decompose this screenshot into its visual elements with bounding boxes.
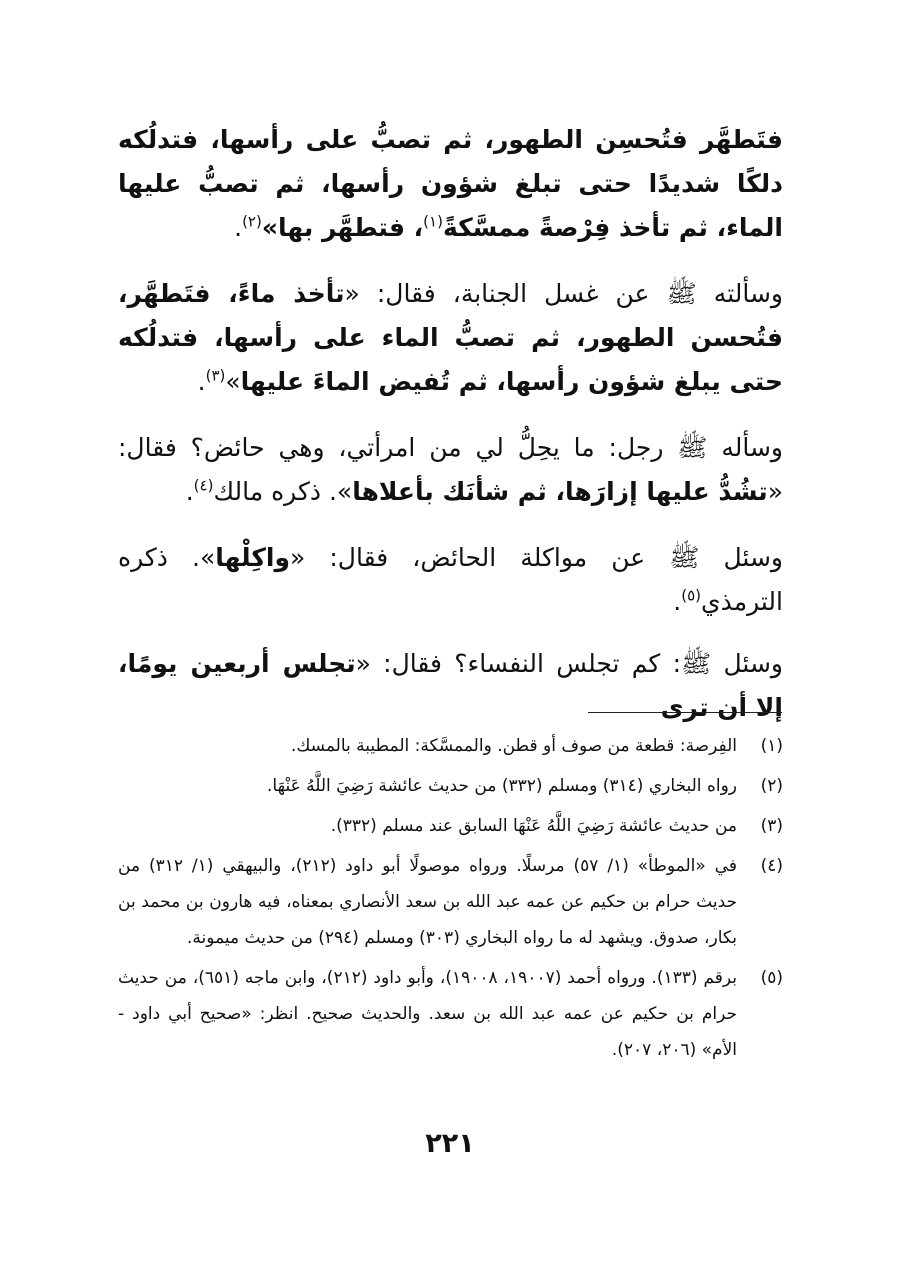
page-number: ٢٢١ bbox=[425, 1128, 475, 1159]
footnote-text: رواه البخاري (٣١٤) ومسلم (٣٣٢) من حديث عائشة رَضِيَ اللَّهُ عَنْهَا. bbox=[267, 776, 737, 796]
paragraph bbox=[118, 272, 783, 404]
footnote-number: (٥) bbox=[760, 968, 783, 988]
narration-text: وسألته ﷺ عن غسل الجنابة، فقال: « bbox=[344, 279, 783, 308]
footnote-divider bbox=[588, 712, 782, 713]
narration-text: . bbox=[197, 367, 206, 396]
narration-text: . bbox=[673, 587, 682, 616]
narration-text: وسئل ﷺ: كم تجلس النفساء؟ فقال: « bbox=[355, 649, 783, 678]
main-text bbox=[118, 118, 783, 752]
footnote-text: برقم (١٣٣). ورواه أحمد (١٩٠٠٧، ١٩٠٠٨)، وأبو داود (٢١٢)، وابن ماجه (٦٥١)، من حديث حرام بن حكيم عن عمه عبد الله بن سعد. والحديث صحيح. انظر: «صحيح أبي داود - الأم» (٢٠٦، ٢٠٧). bbox=[118, 968, 737, 1060]
narration-text: ». ذكره مالك bbox=[213, 477, 353, 506]
footnote-number: (٢) bbox=[760, 776, 783, 796]
narration-text: وسأله ﷺ رجل: ما يحِلُّ لي من امرأتي، وهي حائض؟ فقال: « bbox=[118, 433, 783, 506]
footnote bbox=[118, 960, 783, 1068]
footnote bbox=[118, 728, 783, 764]
footnote-text: الفِرصة: قطعة من صوف أو قطن. والممسَّكة: المطيبة بالمسك. bbox=[290, 736, 737, 756]
footnote-ref[interactable]: (٢) bbox=[242, 212, 262, 231]
hadith-text: تشُدُّ عليها إزارَها، ثم شأنَك بأعلاها bbox=[352, 477, 768, 506]
paragraph bbox=[118, 642, 783, 730]
paragraph bbox=[118, 118, 783, 250]
narration-text: وسئل ﷺ عن مواكلة الحائض، فقال: « bbox=[290, 543, 783, 572]
footnote-ref[interactable]: (٥) bbox=[681, 586, 702, 605]
footnote-ref[interactable]: (١) bbox=[423, 212, 443, 231]
hadith-text: تجلس أربعين يومًا، إلا أن ترى bbox=[118, 649, 783, 722]
footnote-text: من حديث عائشة رَضِيَ اللَّهُ عَنْهَا السابق عند مسلم (٣٣٢). bbox=[330, 816, 737, 836]
footnote-number: (٣) bbox=[760, 816, 783, 836]
footnote-number: (١) bbox=[760, 736, 783, 756]
footnotes bbox=[118, 728, 783, 1072]
hadith-text: تأخذ ماءً، فتَطهَّر، فتُحسن الطهور، ثم تصبُّ الماء على رأسها، فتدلُكه حتى يبلغ شؤون رأسها، ثم تُفيض الماءَ عليها bbox=[118, 279, 783, 396]
narration-text: ». ذكره الترمذي bbox=[118, 543, 783, 616]
footnote bbox=[118, 768, 783, 804]
hadith-text: فتَطهَّر فتُحسِن الطهور، ثم تصبُّ على رأسها، فتدلُكه دلكًا شديدًا حتى تبلغ شؤون رأسها، ثم تصبُّ عليها الماء، ثم تأخذ فِرْصةً ممسَّكةً bbox=[118, 125, 783, 242]
footnote bbox=[118, 848, 783, 956]
hadith-text: واكِلْها bbox=[215, 543, 290, 572]
footnote bbox=[118, 808, 783, 844]
footnote-ref[interactable]: (٣) bbox=[205, 366, 226, 385]
narration-text: » bbox=[225, 367, 241, 396]
narration-text: . bbox=[185, 477, 194, 506]
footnote-number: (٤) bbox=[760, 856, 783, 876]
paragraph bbox=[118, 426, 783, 514]
paragraph bbox=[118, 536, 783, 624]
hadith-text: ، فتطهَّر بها» bbox=[261, 213, 424, 242]
narration-text: . bbox=[234, 213, 243, 242]
footnote-text: في «الموطأ» (١/ ٥٧) مرسلًا. ورواه موصولًا أبو داود (٢١٢)، والبيهقي (١/ ٣١٢) من حديث حرام بن حكيم عن عمه عبد الله بن سعد الأنصاري بمعناه، فيه هارون بن محمد بن بكار، صدوق. ويشهد له ما رواه البخاري (٣٠٣) ومسلم (٢٩٤) من حديث ميمونة. bbox=[118, 856, 737, 948]
footnote-ref[interactable]: (٤) bbox=[193, 476, 214, 495]
